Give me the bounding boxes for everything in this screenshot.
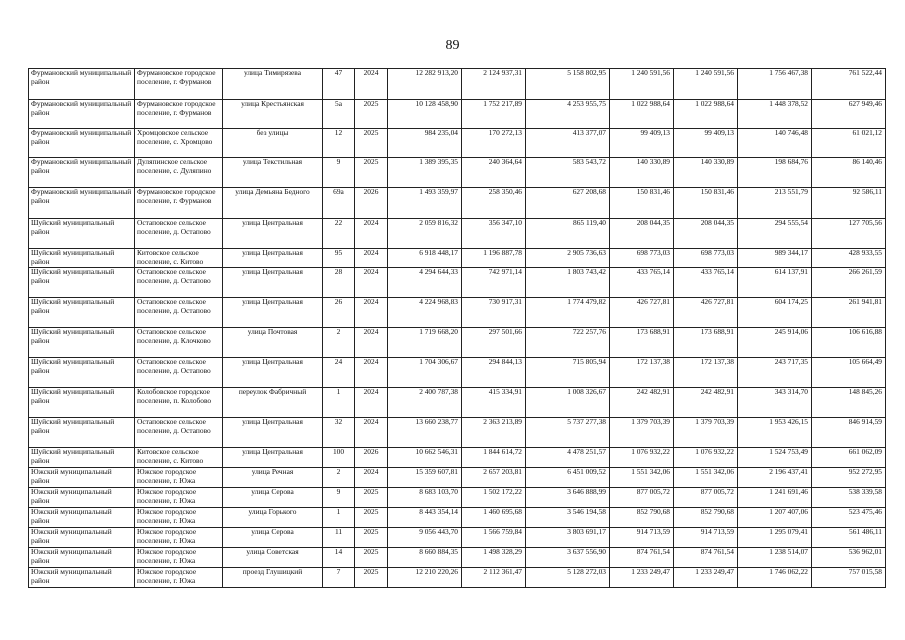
- amount-7-cell: 428 933,55: [812, 249, 886, 268]
- table-row: [29, 508, 886, 528]
- house-number-cell: 2: [323, 328, 355, 358]
- amount-5-cell: 242 482,91: [674, 388, 738, 418]
- table-row: [29, 358, 886, 388]
- amount-6-cell: 140 746,48: [738, 129, 812, 158]
- settlement-cell: Фурмановское городское поселение, г. Фурманов: [135, 69, 223, 100]
- amount-5-cell: 173 688,91: [674, 328, 738, 358]
- amount-5-cell: 172 137,38: [674, 358, 738, 388]
- amount-6-cell: 243 717,35: [738, 358, 812, 388]
- amount-5-cell: 698 773,03: [674, 249, 738, 268]
- street-cell: улица Крестьянская: [223, 100, 323, 129]
- house-number-cell: 95: [323, 249, 355, 268]
- amount-2-cell: 1 752 217,89: [462, 100, 526, 129]
- amount-2-cell: 294 844,13: [462, 358, 526, 388]
- amount-7-cell: 952 272,95: [812, 468, 886, 488]
- settlement-cell: Фурмановское городское поселение, г. Фурманов: [135, 100, 223, 129]
- amount-3-cell: 4 253 955,75: [526, 100, 610, 129]
- amount-6-cell: 989 344,17: [738, 249, 812, 268]
- amount-6-cell: 1 746 062,22: [738, 568, 812, 588]
- total-cost-cell: 2 400 787,38: [388, 388, 462, 418]
- settlement-cell: Южское городское поселение, г. Южа: [135, 568, 223, 588]
- house-number-cell: 22: [323, 219, 355, 249]
- year-cell: 2026: [355, 448, 388, 468]
- street-cell: улица Текстильная: [223, 158, 323, 188]
- year-cell: 2025: [355, 488, 388, 508]
- year-cell: 2025: [355, 568, 388, 588]
- amount-7-cell: 266 261,59: [812, 268, 886, 298]
- amount-6-cell: 604 174,25: [738, 298, 812, 328]
- house-number-cell: 14: [323, 548, 355, 568]
- amount-5-cell: 150 831,46: [674, 188, 738, 219]
- total-cost-cell: 8 683 103,70: [388, 488, 462, 508]
- settlement-cell: Остаповское сельское поселение, д. Остапово: [135, 358, 223, 388]
- amount-6-cell: 1 953 426,15: [738, 418, 812, 448]
- house-number-cell: 9: [323, 158, 355, 188]
- street-cell: улица Тимирязева: [223, 69, 323, 100]
- amount-2-cell: 1 498 328,29: [462, 548, 526, 568]
- district-cell: Шуйский муниципальный район: [29, 298, 135, 328]
- year-cell: 2024: [355, 468, 388, 488]
- housing-repair-table: [28, 68, 886, 588]
- amount-3-cell: 3 803 691,17: [526, 528, 610, 548]
- amount-7-cell: 846 914,59: [812, 418, 886, 448]
- amount-4-cell: 1 233 249,47: [610, 568, 674, 588]
- amount-4-cell: 914 713,59: [610, 528, 674, 548]
- house-number-cell: 2: [323, 468, 355, 488]
- amount-3-cell: 6 451 009,52: [526, 468, 610, 488]
- amount-5-cell: 1 233 249,47: [674, 568, 738, 588]
- table-row: [29, 268, 886, 298]
- amount-4-cell: 172 137,38: [610, 358, 674, 388]
- street-cell: улица Серова: [223, 528, 323, 548]
- amount-7-cell: 105 664,49: [812, 358, 886, 388]
- total-cost-cell: 1 389 395,35: [388, 158, 462, 188]
- total-cost-cell: 2 059 816,32: [388, 219, 462, 249]
- district-cell: Шуйский муниципальный район: [29, 388, 135, 418]
- year-cell: 2024: [355, 328, 388, 358]
- amount-3-cell: 3 637 556,90: [526, 548, 610, 568]
- amount-5-cell: 1 379 703,39: [674, 418, 738, 448]
- house-number-cell: 12: [323, 129, 355, 158]
- amount-6-cell: 1 295 079,41: [738, 528, 812, 548]
- district-cell: Шуйский муниципальный район: [29, 249, 135, 268]
- street-cell: улица Речная: [223, 468, 323, 488]
- amount-3-cell: 4 478 251,57: [526, 448, 610, 468]
- amount-6-cell: 1 524 753,49: [738, 448, 812, 468]
- district-cell: Шуйский муниципальный район: [29, 358, 135, 388]
- table-row: [29, 488, 886, 508]
- settlement-cell: Дуляпинское сельское поселение, с. Дуляпино: [135, 158, 223, 188]
- house-number-cell: 1: [323, 508, 355, 528]
- street-cell: улица Центральная: [223, 219, 323, 249]
- amount-6-cell: 2 196 437,41: [738, 468, 812, 488]
- street-cell: улица Центральная: [223, 298, 323, 328]
- amount-7-cell: 627 949,46: [812, 100, 886, 129]
- amount-3-cell: 3 646 888,99: [526, 488, 610, 508]
- street-cell: улица Центральная: [223, 448, 323, 468]
- amount-4-cell: 852 790,68: [610, 508, 674, 528]
- amount-3-cell: 2 905 736,63: [526, 249, 610, 268]
- table-row: [29, 548, 886, 568]
- amount-3-cell: 715 805,94: [526, 358, 610, 388]
- district-cell: Фурмановский муниципальный район: [29, 100, 135, 129]
- table-row: [29, 388, 886, 418]
- year-cell: 2024: [355, 268, 388, 298]
- district-cell: Фурмановский муниципальный район: [29, 69, 135, 100]
- street-cell: улица Почтовая: [223, 328, 323, 358]
- amount-4-cell: 150 831,46: [610, 188, 674, 219]
- amount-3-cell: 583 543,72: [526, 158, 610, 188]
- table-row: [29, 69, 886, 100]
- settlement-cell: Фурмановское городское поселение, г. Фурманов: [135, 188, 223, 219]
- settlement-cell: Южское городское поселение, г. Южа: [135, 468, 223, 488]
- amount-6-cell: 343 314,70: [738, 388, 812, 418]
- amount-6-cell: 245 914,06: [738, 328, 812, 358]
- total-cost-cell: 8 443 354,14: [388, 508, 462, 528]
- amount-7-cell: 561 486,11: [812, 528, 886, 548]
- amount-5-cell: 1 022 988,64: [674, 100, 738, 129]
- total-cost-cell: 1 493 359,97: [388, 188, 462, 219]
- street-cell: улица Советская: [223, 548, 323, 568]
- street-cell: улица Демьяна Бедного: [223, 188, 323, 219]
- total-cost-cell: 10 662 546,31: [388, 448, 462, 468]
- amount-2-cell: 415 334,91: [462, 388, 526, 418]
- total-cost-cell: 12 282 913,20: [388, 69, 462, 100]
- amount-6-cell: 213 551,79: [738, 188, 812, 219]
- table-body: [29, 69, 886, 588]
- district-cell: Южский муниципальный район: [29, 528, 135, 548]
- amount-7-cell: 523 475,46: [812, 508, 886, 528]
- table-row: [29, 528, 886, 548]
- amount-7-cell: 148 845,26: [812, 388, 886, 418]
- street-cell: без улицы: [223, 129, 323, 158]
- amount-2-cell: 1 196 887,78: [462, 249, 526, 268]
- table-row: [29, 249, 886, 268]
- amount-3-cell: 1 774 479,82: [526, 298, 610, 328]
- settlement-cell: Южское городское поселение, г. Южа: [135, 488, 223, 508]
- settlement-cell: Колобовское городское поселение, п. Колобово: [135, 388, 223, 418]
- table-row: [29, 298, 886, 328]
- settlement-cell: Остаповское сельское поселение, д. Остапово: [135, 298, 223, 328]
- district-cell: Шуйский муниципальный район: [29, 328, 135, 358]
- table-row: [29, 158, 886, 188]
- amount-3-cell: 3 546 194,58: [526, 508, 610, 528]
- amount-2-cell: 2 363 213,89: [462, 418, 526, 448]
- house-number-cell: 26: [323, 298, 355, 328]
- total-cost-cell: 8 660 884,35: [388, 548, 462, 568]
- year-cell: 2024: [355, 298, 388, 328]
- amount-5-cell: 877 005,72: [674, 488, 738, 508]
- amount-2-cell: 742 971,14: [462, 268, 526, 298]
- amount-6-cell: 1 238 514,07: [738, 548, 812, 568]
- amount-2-cell: 2 124 937,31: [462, 69, 526, 100]
- amount-3-cell: 627 208,68: [526, 188, 610, 219]
- amount-7-cell: 92 586,11: [812, 188, 886, 219]
- amount-6-cell: 614 137,91: [738, 268, 812, 298]
- table-row: [29, 468, 886, 488]
- amount-5-cell: 426 727,81: [674, 298, 738, 328]
- street-cell: улица Центральная: [223, 249, 323, 268]
- year-cell: 2025: [355, 129, 388, 158]
- street-cell: улица Горького: [223, 508, 323, 528]
- table-row: [29, 129, 886, 158]
- district-cell: Шуйский муниципальный район: [29, 219, 135, 249]
- table-row: [29, 188, 886, 219]
- settlement-cell: Хромцовское сельское поселение, с. Хромцово: [135, 129, 223, 158]
- settlement-cell: Южское городское поселение, г. Южа: [135, 508, 223, 528]
- amount-5-cell: 874 761,54: [674, 548, 738, 568]
- house-number-cell: 11: [323, 528, 355, 548]
- year-cell: 2024: [355, 219, 388, 249]
- table-row: [29, 418, 886, 448]
- amount-4-cell: 208 044,35: [610, 219, 674, 249]
- amount-5-cell: 433 765,14: [674, 268, 738, 298]
- amount-4-cell: 99 409,13: [610, 129, 674, 158]
- amount-6-cell: 1 241 691,46: [738, 488, 812, 508]
- amount-7-cell: 261 941,81: [812, 298, 886, 328]
- house-number-cell: 32: [323, 418, 355, 448]
- amount-7-cell: 86 140,46: [812, 158, 886, 188]
- amount-5-cell: 852 790,68: [674, 508, 738, 528]
- settlement-cell: Китовское сельское поселение, с. Китово: [135, 249, 223, 268]
- amount-2-cell: 1 844 614,72: [462, 448, 526, 468]
- amount-4-cell: 173 688,91: [610, 328, 674, 358]
- amount-2-cell: 1 460 695,68: [462, 508, 526, 528]
- street-cell: переулок Фабричный: [223, 388, 323, 418]
- amount-6-cell: 1 207 407,06: [738, 508, 812, 528]
- district-cell: Фурмановский муниципальный район: [29, 158, 135, 188]
- amount-4-cell: 433 765,14: [610, 268, 674, 298]
- year-cell: 2024: [355, 69, 388, 100]
- amount-4-cell: 1 022 988,64: [610, 100, 674, 129]
- total-cost-cell: 4 224 968,83: [388, 298, 462, 328]
- year-cell: 2025: [355, 158, 388, 188]
- house-number-cell: 28: [323, 268, 355, 298]
- house-number-cell: 7: [323, 568, 355, 588]
- total-cost-cell: 1 719 668,20: [388, 328, 462, 358]
- settlement-cell: Остаповское сельское поселение, д. Остапово: [135, 219, 223, 249]
- year-cell: 2024: [355, 388, 388, 418]
- year-cell: 2025: [355, 508, 388, 528]
- year-cell: 2026: [355, 188, 388, 219]
- year-cell: 2024: [355, 249, 388, 268]
- street-cell: улица Серова: [223, 488, 323, 508]
- settlement-cell: Южское городское поселение, г. Южа: [135, 528, 223, 548]
- table-row: [29, 448, 886, 468]
- amount-4-cell: 1 076 932,22: [610, 448, 674, 468]
- table-row: [29, 328, 886, 358]
- amount-2-cell: 1 502 172,22: [462, 488, 526, 508]
- settlement-cell: Остаповское сельское поселение, д. Клочково: [135, 328, 223, 358]
- amount-5-cell: 1 076 932,22: [674, 448, 738, 468]
- amount-5-cell: 914 713,59: [674, 528, 738, 548]
- street-cell: улица Центральная: [223, 418, 323, 448]
- amount-2-cell: 730 917,31: [462, 298, 526, 328]
- amount-2-cell: 297 501,66: [462, 328, 526, 358]
- amount-2-cell: 2 112 361,47: [462, 568, 526, 588]
- amount-4-cell: 874 761,54: [610, 548, 674, 568]
- house-number-cell: 47: [323, 69, 355, 100]
- total-cost-cell: 6 918 448,17: [388, 249, 462, 268]
- amount-4-cell: 877 005,72: [610, 488, 674, 508]
- amount-4-cell: 1 551 342,06: [610, 468, 674, 488]
- amount-4-cell: 698 773,03: [610, 249, 674, 268]
- year-cell: 2024: [355, 418, 388, 448]
- district-cell: Фурмановский муниципальный район: [29, 188, 135, 219]
- district-cell: Южский муниципальный район: [29, 548, 135, 568]
- amount-2-cell: 2 657 203,81: [462, 468, 526, 488]
- page-number: 89: [445, 38, 460, 53]
- amount-3-cell: 1 803 743,42: [526, 268, 610, 298]
- total-cost-cell: 4 294 644,33: [388, 268, 462, 298]
- amount-3-cell: 5 158 802,95: [526, 69, 610, 100]
- year-cell: 2025: [355, 528, 388, 548]
- house-number-cell: 9: [323, 488, 355, 508]
- amount-6-cell: 1 756 467,38: [738, 69, 812, 100]
- settlement-cell: Китовское сельское поселение, с. Китово: [135, 448, 223, 468]
- house-number-cell: 5а: [323, 100, 355, 129]
- street-cell: улица Центральная: [223, 268, 323, 298]
- table-row: [29, 219, 886, 249]
- amount-4-cell: 426 727,81: [610, 298, 674, 328]
- total-cost-cell: 9 056 443,70: [388, 528, 462, 548]
- amount-2-cell: 356 347,10: [462, 219, 526, 249]
- settlement-cell: Остаповское сельское поселение, д. Остапово: [135, 418, 223, 448]
- amount-7-cell: 536 962,01: [812, 548, 886, 568]
- amount-7-cell: 106 616,88: [812, 328, 886, 358]
- amount-5-cell: 99 409,13: [674, 129, 738, 158]
- amount-5-cell: 1 240 591,56: [674, 69, 738, 100]
- house-number-cell: 100: [323, 448, 355, 468]
- district-cell: Южский муниципальный район: [29, 568, 135, 588]
- district-cell: Южский муниципальный район: [29, 508, 135, 528]
- amount-2-cell: 170 272,13: [462, 129, 526, 158]
- district-cell: Шуйский муниципальный район: [29, 418, 135, 448]
- total-cost-cell: 10 128 458,90: [388, 100, 462, 129]
- total-cost-cell: 12 210 220,26: [388, 568, 462, 588]
- amount-3-cell: 5 128 272,03: [526, 568, 610, 588]
- amount-2-cell: 240 364,64: [462, 158, 526, 188]
- total-cost-cell: 1 704 306,67: [388, 358, 462, 388]
- total-cost-cell: 15 359 607,81: [388, 468, 462, 488]
- settlement-cell: Южское городское поселение, г. Южа: [135, 548, 223, 568]
- amount-2-cell: 1 566 759,84: [462, 528, 526, 548]
- amount-7-cell: 661 062,09: [812, 448, 886, 468]
- amount-7-cell: 61 021,12: [812, 129, 886, 158]
- amount-6-cell: 198 684,76: [738, 158, 812, 188]
- street-cell: проезд Глушицкий: [223, 568, 323, 588]
- amount-4-cell: 1 379 703,39: [610, 418, 674, 448]
- district-cell: Южский муниципальный район: [29, 488, 135, 508]
- amount-3-cell: 1 008 326,67: [526, 388, 610, 418]
- settlement-cell: Остаповское сельское поселение, д. Остапово: [135, 268, 223, 298]
- house-number-cell: 24: [323, 358, 355, 388]
- amount-2-cell: 258 350,46: [462, 188, 526, 219]
- table-row: [29, 568, 886, 588]
- amount-3-cell: 413 377,07: [526, 129, 610, 158]
- amount-7-cell: 757 015,58: [812, 568, 886, 588]
- district-cell: Южский муниципальный район: [29, 468, 135, 488]
- house-number-cell: 69а: [323, 188, 355, 219]
- total-cost-cell: 984 235,04: [388, 129, 462, 158]
- street-cell: улица Центральная: [223, 358, 323, 388]
- year-cell: 2025: [355, 100, 388, 129]
- amount-4-cell: 1 240 591,56: [610, 69, 674, 100]
- amount-3-cell: 865 119,40: [526, 219, 610, 249]
- year-cell: 2024: [355, 358, 388, 388]
- amount-3-cell: 5 737 277,38: [526, 418, 610, 448]
- district-cell: Фурмановский муниципальный район: [29, 129, 135, 158]
- amount-5-cell: 208 044,35: [674, 219, 738, 249]
- amount-7-cell: 127 705,56: [812, 219, 886, 249]
- amount-3-cell: 722 257,76: [526, 328, 610, 358]
- district-cell: Шуйский муниципальный район: [29, 448, 135, 468]
- amount-6-cell: 1 448 378,52: [738, 100, 812, 129]
- amount-4-cell: 140 330,89: [610, 158, 674, 188]
- table-row: [29, 100, 886, 129]
- year-cell: 2025: [355, 548, 388, 568]
- amount-5-cell: 1 551 342,06: [674, 468, 738, 488]
- amount-7-cell: 761 522,44: [812, 69, 886, 100]
- total-cost-cell: 13 660 238,77: [388, 418, 462, 448]
- district-cell: Шуйский муниципальный район: [29, 268, 135, 298]
- amount-4-cell: 242 482,91: [610, 388, 674, 418]
- house-number-cell: 1: [323, 388, 355, 418]
- amount-5-cell: 140 330,89: [674, 158, 738, 188]
- amount-6-cell: 294 555,54: [738, 219, 812, 249]
- amount-7-cell: 538 339,58: [812, 488, 886, 508]
